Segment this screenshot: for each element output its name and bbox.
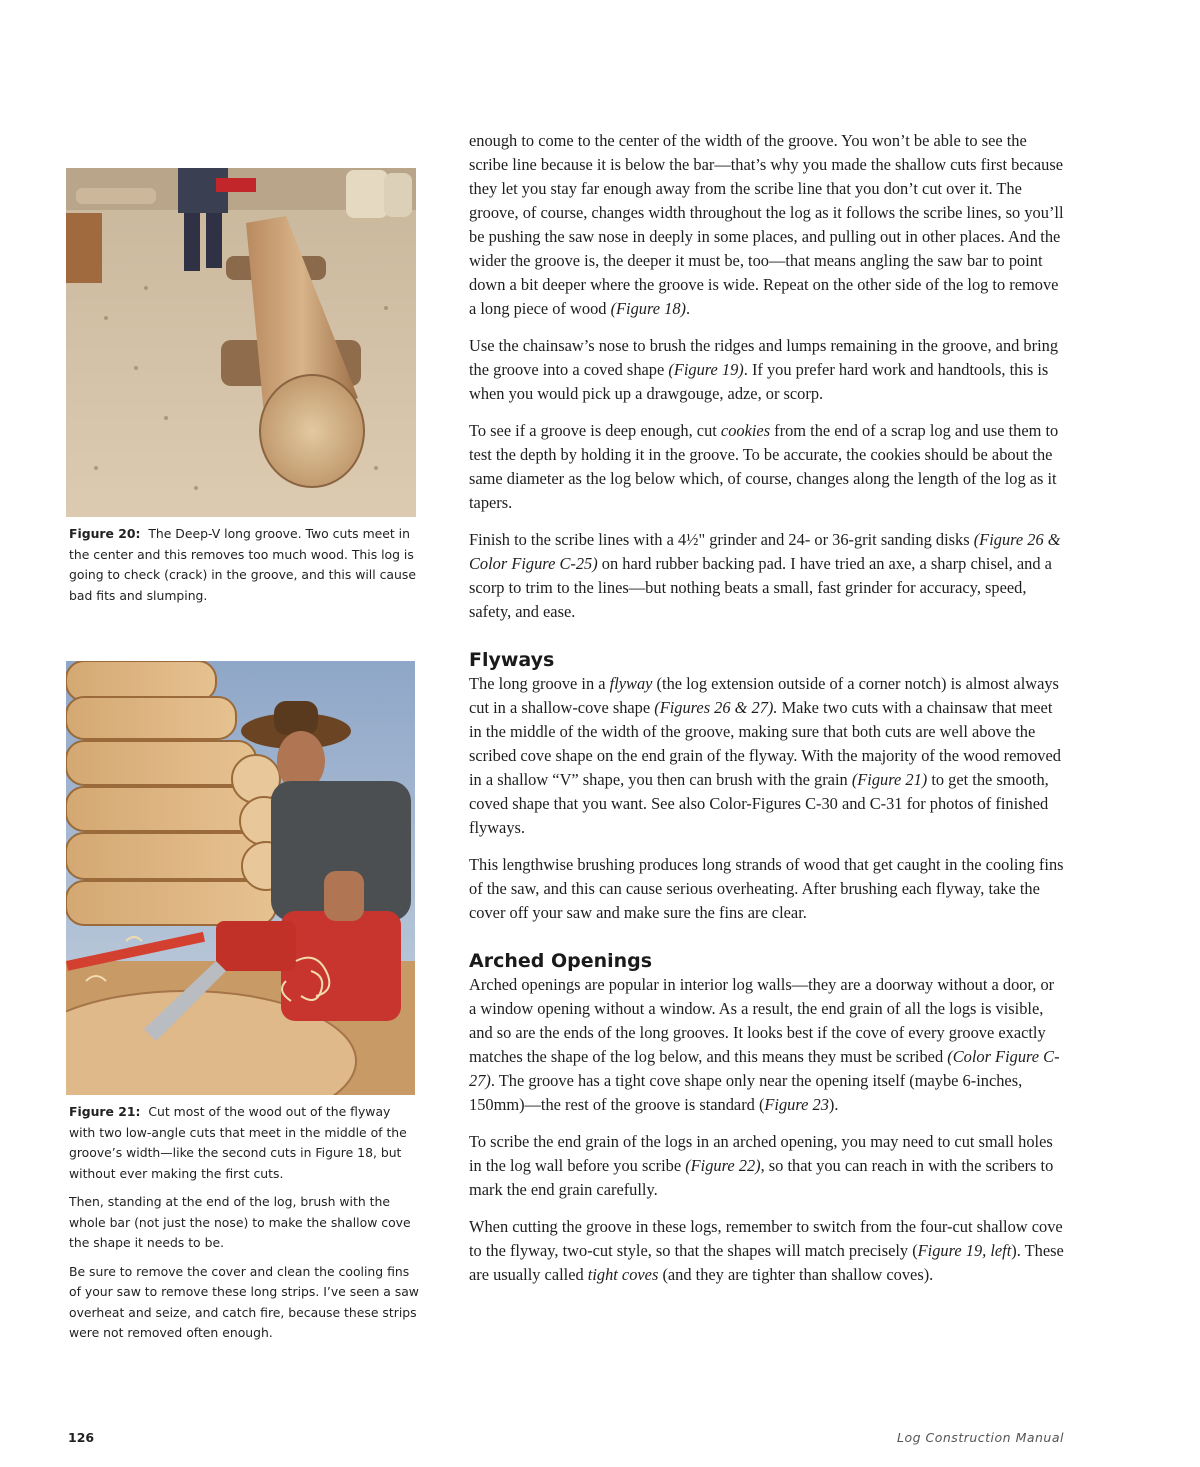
emphasis: flyway	[609, 674, 653, 693]
figure-20-photo	[66, 168, 416, 517]
figure-reference: (Figure 22)	[685, 1156, 761, 1175]
page-number: 126	[68, 1430, 95, 1445]
arched-paragraph-1	[469, 973, 1065, 1117]
text-run: ).	[828, 1095, 839, 1114]
text-run: When cutting the groove in these logs, remember to switch from the four-cut shallow cove to the flyway, two-cut style, so that the shapes will match precisely (	[469, 1217, 1063, 1260]
figure-reference: (Figure 26 & Color Figure C-25)	[469, 530, 1061, 573]
figure-21-label: Figure 21:	[69, 1104, 141, 1119]
arched-openings-heading: Arched Openings	[469, 950, 653, 972]
figure-21-caption	[69, 1102, 419, 1352]
text-run: , so that you can reach in with the scribers to mark the end grain carefully.	[469, 1156, 1054, 1199]
flyways-paragraph-2: This lengthwise brushing produces long strands of wood that get caught in the cooling fins of the saw, and this can cause serious overheating. After brushing each flyway, take the cover off your saw and make sure the fins are clear.	[469, 855, 1064, 922]
text-run: ). These are usually called	[469, 1241, 1064, 1284]
text-run: . The groove has a tight cove shape only near the opening itself (maybe 6-inches, 150mm)—the rest of the groove is standard (	[469, 1071, 1023, 1114]
body-paragraph-1	[469, 129, 1065, 321]
text-run: on hard rubber backing pad. I have tried an axe, a sharp chisel, and a scorp to trim to the lines—but nothing beats a small, fast grinder for accuracy, speed, safety, and ease.	[469, 554, 1052, 621]
arched-paragraph-3	[469, 1215, 1065, 1287]
text-run: Arched openings are popular in interior log walls—they are a doorway without a door, or a window opening without a window. As a result, the end grain of all the logs is visible, and so are the ends of the long grooves. It looks best if the cove of every groove exactly matches the shape of the log below, and this means they must be scribed	[469, 975, 1055, 1066]
figure-reference: Figure 19, left	[917, 1241, 1012, 1260]
figure-reference: Figure 23	[764, 1095, 829, 1114]
text-run: . If you prefer hard work and handtools, this is when you would pick up a drawgouge, adze, or scorp.	[469, 360, 1049, 403]
text-run: Use the chainsaw’s nose to brush the ridges and lumps remaining in the groove, and bring the groove into a coved shape	[469, 336, 1059, 379]
figure-20-label: Figure 20:	[69, 526, 141, 541]
main-text-column	[469, 129, 1065, 1300]
text-run: .	[685, 299, 691, 318]
arched-paragraph-2	[469, 1130, 1065, 1202]
text-run: To see if a groove is deep enough, cut	[469, 421, 721, 440]
figure-21-note-1: Then, standing at the end of the log, brush with the whole bar (not just the nose) to make the shallow cove the shape it needs to be.	[69, 1194, 411, 1250]
figure-20-caption-text: The Deep-V long groove. Two cuts meet in the center and this removes too much wood. This log is going to check (crack) in the groove, and this will cause bad fits and slumping.	[69, 526, 416, 603]
emphasis: cookies	[720, 421, 771, 440]
figure-21-caption-text: Cut most of the wood out of the flyway with two low-angle cuts that meet in the middle of the groove’s width—like the second cuts in Figure 18, but without ever making the first cuts.	[69, 1104, 407, 1181]
text-run: from the end of a scrap log and use them to test the depth by holding it in the groove. To be accurate, the cookies should be about the same diameter as the log below which, of course, changes along the length of the log as it tapers.	[469, 421, 1059, 512]
text-run: to get the smooth, coved shape that you want. See also Color-Figures C-30 and C-31 for photos of finished flyways.	[469, 770, 1049, 837]
figure-reference: (Figures 26 & 27).	[654, 698, 778, 717]
flyways-paragraph-1	[469, 672, 1065, 840]
figure-21-note-2: Be sure to remove the cover and clean the cooling fins of your saw to remove these long strips. I’ve seen a saw overheat and seize, and catch fire, because these strips were not removed often enough.	[69, 1263, 419, 1340]
figure-reference: (Color Figure C-27)	[469, 1047, 1060, 1090]
text-run: Finish to the scribe lines with a 4½" grinder and 24- or 36-grit sanding disks	[469, 530, 974, 549]
text-run: Make two cuts with a chainsaw that meet in the middle of the width of the groove, making sure that both cuts are well above the scribed cove shape on the end grain of the flyway. With the majority of the wood removed in a shallow “V” shape, you then can brush with the grain	[469, 698, 1061, 789]
text-run: To scribe the end grain of the logs in an arched opening, you may need to cut small holes in the log wall before you scribe	[469, 1132, 1053, 1175]
running-footer-title: Log Construction Manual	[896, 1430, 1064, 1445]
figure-reference: (Figure 18)	[610, 299, 686, 318]
flyways-heading: Flyways	[469, 649, 555, 671]
body-paragraph-3	[469, 419, 1065, 515]
body-paragraph-4	[469, 528, 1065, 624]
text-run: (the log extension outside of a corner notch) is almost always cut in a shallow-cove shape	[469, 674, 1059, 717]
figure-reference: (Figure 21)	[851, 770, 928, 789]
figure-reference: (Figure 19)	[668, 360, 744, 379]
text-run: (and they are tighter than shallow coves).	[658, 1265, 934, 1284]
text-run: enough to come to the center of the width of the groove. You won’t be able to see the scribe line because it is below the bar—that’s why you made the shallow cuts first because they let you stay far enough away from the scribe line that you don’t cut over it. The groove, of course, changes width throughout the log as it follows the scribe lines, so you’ll be pushing the saw nose in deeply in some places, and pulling out in other places. And the wider the groove is, the deeper it must be, too—that means angling the saw bar to point down a bit deeper where the groove is wide. Repeat on the other side of the log to remove a long piece of wood	[469, 131, 1064, 318]
emphasis: tight coves	[587, 1265, 659, 1284]
figure-21-photo	[66, 661, 415, 1095]
body-paragraph-2	[469, 334, 1065, 406]
figure-20-caption	[69, 524, 419, 614]
text-run: The long groove in a	[469, 674, 610, 693]
